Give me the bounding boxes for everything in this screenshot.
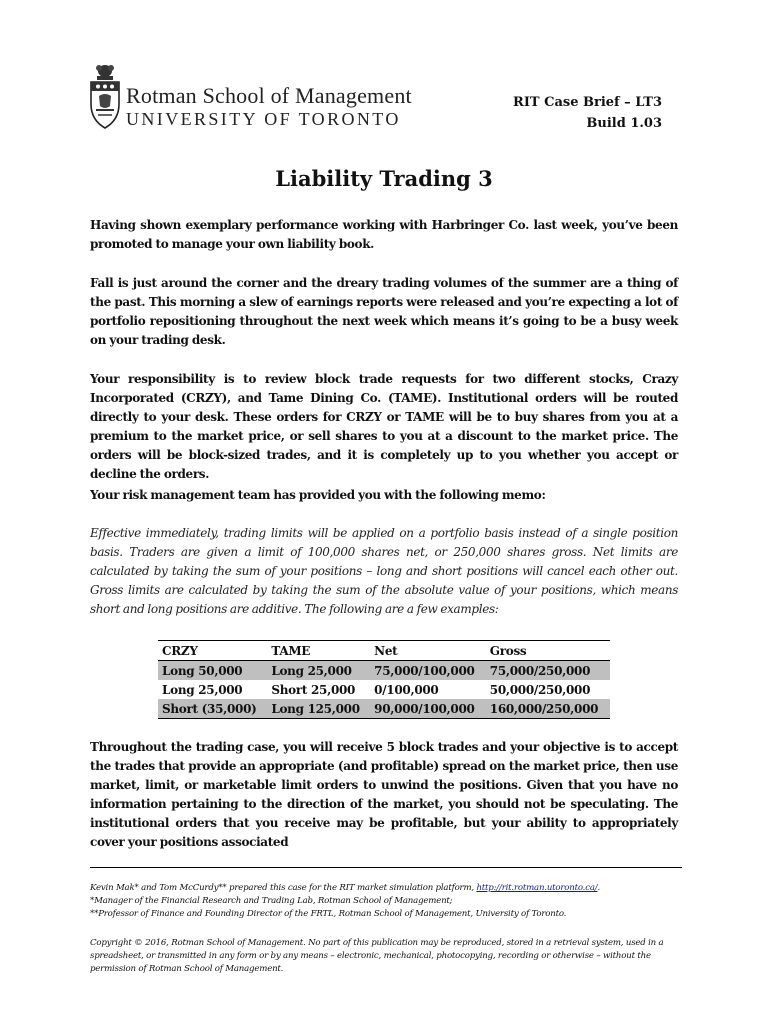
university-crest-icon	[88, 62, 122, 130]
memo-paragraph: Effective immediately, trading limits will be applied on a portfolio basis instead of a single position basis. Traders are given a limit of 100,000 shares net, or 250,000 shares gross. Net limits are calculated by taking the sum of your positions – long and short positions will cancel each other out. Gross limits are calculated by taking the sum of the absolute value of your positions, which means short and long positions are additive. The following are a few examples:	[90, 526, 678, 616]
table-cell: 75,000/100,000	[370, 661, 486, 681]
authors-text: Kevin Mak* and Tom McCurdy** prepared this case for the RIT market simulation platform,	[90, 883, 477, 893]
case-brief-label: RIT Case Brief – LT3	[513, 95, 662, 110]
table-cell: Long 50,000	[158, 661, 267, 681]
document-title: Liability Trading 3	[275, 166, 493, 191]
logo-university-name: UNIVERSITY OF TORONTO	[126, 109, 401, 129]
case-brief-info	[513, 92, 662, 134]
table-row	[158, 699, 610, 719]
footnote-manager: *Manager of the Financial Research and Trading Lab, Rotman School of Management;	[90, 896, 453, 906]
build-label: Build 1.03	[586, 116, 662, 131]
trading-case-paragraph: Throughout the trading case, you will receive 5 block trades and your objective is to accept the trades that provide an appropriate (and profitable) spread on the market price, then use market, limit, or marketable limit orders to unwind the positions. Given that you have no information pertaining to the direction of the market, you should not be speculating. The institutional orders that you receive may be profitable, but your ability to appropriately cover your positions associated	[90, 740, 678, 849]
authors-suffix: .	[597, 883, 600, 893]
limits-table	[158, 640, 610, 719]
footnote-professor: **Professor of Finance and Founding Director of the FRTL, Rotman School of Management, University of Toronto.	[90, 909, 567, 919]
context-paragraph: Fall is just around the corner and the dreary trading volumes of the summer are a thing of the past. This morning a slew of earnings reports were released and you’re expecting a lot of portfolio repositioning throughout the next week which means it’s going to be a busy week on your trading desk.	[90, 276, 678, 347]
rit-link[interactable]: http://rit.rotman.utoronto.ca/	[476, 883, 598, 893]
table-cell: Long 125,000	[267, 699, 370, 719]
table-cell: Short 25,000	[271, 682, 356, 697]
header-crzy: CRZY	[162, 643, 198, 658]
footer-divider	[90, 867, 682, 868]
table-cell: 50,000/250,000	[489, 682, 591, 697]
table-cell: 90,000/100,000	[370, 699, 486, 719]
table-cell: 0/100,000	[374, 682, 439, 697]
table-cell: 75,000/250,000	[486, 661, 610, 681]
logo-text	[126, 84, 412, 130]
footnote-block	[90, 882, 682, 921]
header-gross: Gross	[489, 643, 527, 658]
header-tame: TAME	[271, 643, 311, 658]
header-net: Net	[374, 643, 398, 658]
table-cell: 160,000/250,000	[486, 699, 610, 719]
table-cell: Short (35,000)	[158, 699, 267, 719]
table-header-row	[158, 641, 610, 661]
logo-school-name: Rotman School of Management	[126, 83, 412, 108]
memo-intro-paragraph: Your risk management team has provided you with the following memo:	[90, 488, 546, 502]
table-row	[158, 680, 610, 699]
copyright-notice: Copyright © 2016, Rotman School of Management. No part of this publication may be reproduced, stored in a retrieval system, used in a spreadsheet, or transmitted in any form or by any means – electronic, mechanical, photocopying, recording or otherwise – without the permission of Rotman School of Management.	[90, 938, 664, 974]
table-cell: Long 25,000	[267, 661, 370, 681]
page-header	[88, 62, 688, 132]
responsibility-paragraph: Your responsibility is to review block trade requests for two different stocks, Crazy Incorporated (CRZY), and Tame Dining Co. (TAME). Institutional orders will be routed directly to your desk. These orders for CRZY or TAME will be to buy shares from you at a premium to the market price, or sell shares to you at a discount to the market price. The orders will be block-sized trades, and it is completely up to you whether you accept or decline the orders.	[90, 372, 678, 481]
intro-paragraph: Having shown exemplary performance working with Harbringer Co. last week, you’ve been promoted to manage your own liability book.	[90, 218, 678, 251]
table-row	[158, 661, 610, 681]
table-cell: Long 25,000	[162, 682, 243, 697]
authors-note	[90, 882, 682, 895]
